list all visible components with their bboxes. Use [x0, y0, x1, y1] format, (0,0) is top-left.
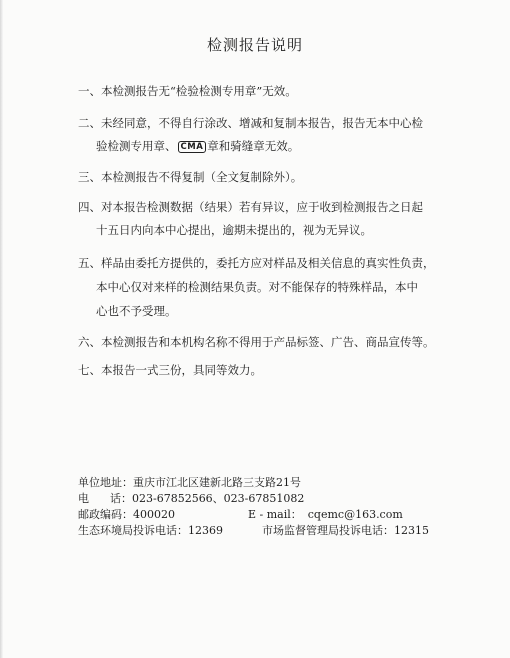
- document-title: 检测报告说明: [206, 36, 303, 54]
- cma-stamp-icon: CMA: [178, 141, 207, 153]
- clause-1: [78, 84, 458, 99]
- clause-4: [78, 200, 458, 238]
- phone-row: [78, 492, 304, 506]
- clause-6-line-1: 六、本检测报告和本机构名称不得用于产品标签、广告、商品宣传等。: [78, 335, 435, 349]
- market-complaint-row: [262, 524, 429, 538]
- phone-value: 023-67852566、023-67851082: [131, 492, 305, 505]
- address-value: 重庆市江北区建新北路三支路21号: [133, 476, 301, 489]
- address-row: [78, 476, 301, 490]
- postcode-label: 邮政编码：: [78, 508, 133, 521]
- clause-1-line-1: 一、本检测报告无“检验检测专用章”无效。: [78, 84, 297, 98]
- clause-5-line-1: 五、样品由委托方提供的，委托方应对样品及相关信息的真实性负责，: [78, 256, 435, 270]
- eco-complaint-row: [78, 524, 223, 538]
- clause-2: [78, 116, 458, 154]
- clause-3: [78, 170, 458, 185]
- scan-edge-shadow: [0, 0, 3, 658]
- email-label: E - mail：: [248, 508, 302, 521]
- clause-3-line-1: 三、本检测报告不得复制（全文复制除外）。: [78, 170, 303, 184]
- clause-2-line-2: [78, 139, 458, 154]
- postcode-row: [78, 508, 175, 522]
- email-value: cqemc@163.com: [307, 508, 403, 521]
- clause-4-line-1: 四、对本报告检测数据（结果）若有异议，应于收到检测报告之日起: [78, 200, 423, 214]
- clause-7-line-1: 七、本报告一式三份，具同等效力。: [78, 363, 262, 377]
- clause-2-line-1: 二、未经同意，不得自行涂改、增减和复制本报告，报告无本中心检: [78, 116, 423, 130]
- clause-2-line-2-after: 章和骑缝章无效。: [207, 139, 300, 153]
- clause-6: [78, 335, 458, 350]
- address-label: 单位地址：: [78, 476, 133, 489]
- postcode-value: 400020: [133, 508, 175, 521]
- clause-2-line-2-before: 验检测专用章、: [96, 139, 177, 153]
- phone-label: 电 话：: [78, 492, 132, 505]
- email-row: [248, 508, 403, 522]
- clause-5: [78, 256, 458, 319]
- eco-complaint-label: 生态环境局投诉电话：: [78, 524, 188, 537]
- clause-5-line-3: 心也不予受理。: [96, 304, 177, 318]
- clause-5-line-2: 本中心仅对来样的检测结果负责。对不能保存的特殊样品，本中: [96, 280, 418, 294]
- clause-7: [78, 363, 458, 378]
- market-complaint-value: 12315: [394, 524, 429, 537]
- clause-4-line-2: 十五日内向本中心提出，逾期未提出的，视为无异议。: [96, 223, 372, 237]
- eco-complaint-value: 12369: [188, 524, 223, 537]
- market-complaint-label: 市场监督管理局投诉电话：: [262, 524, 394, 537]
